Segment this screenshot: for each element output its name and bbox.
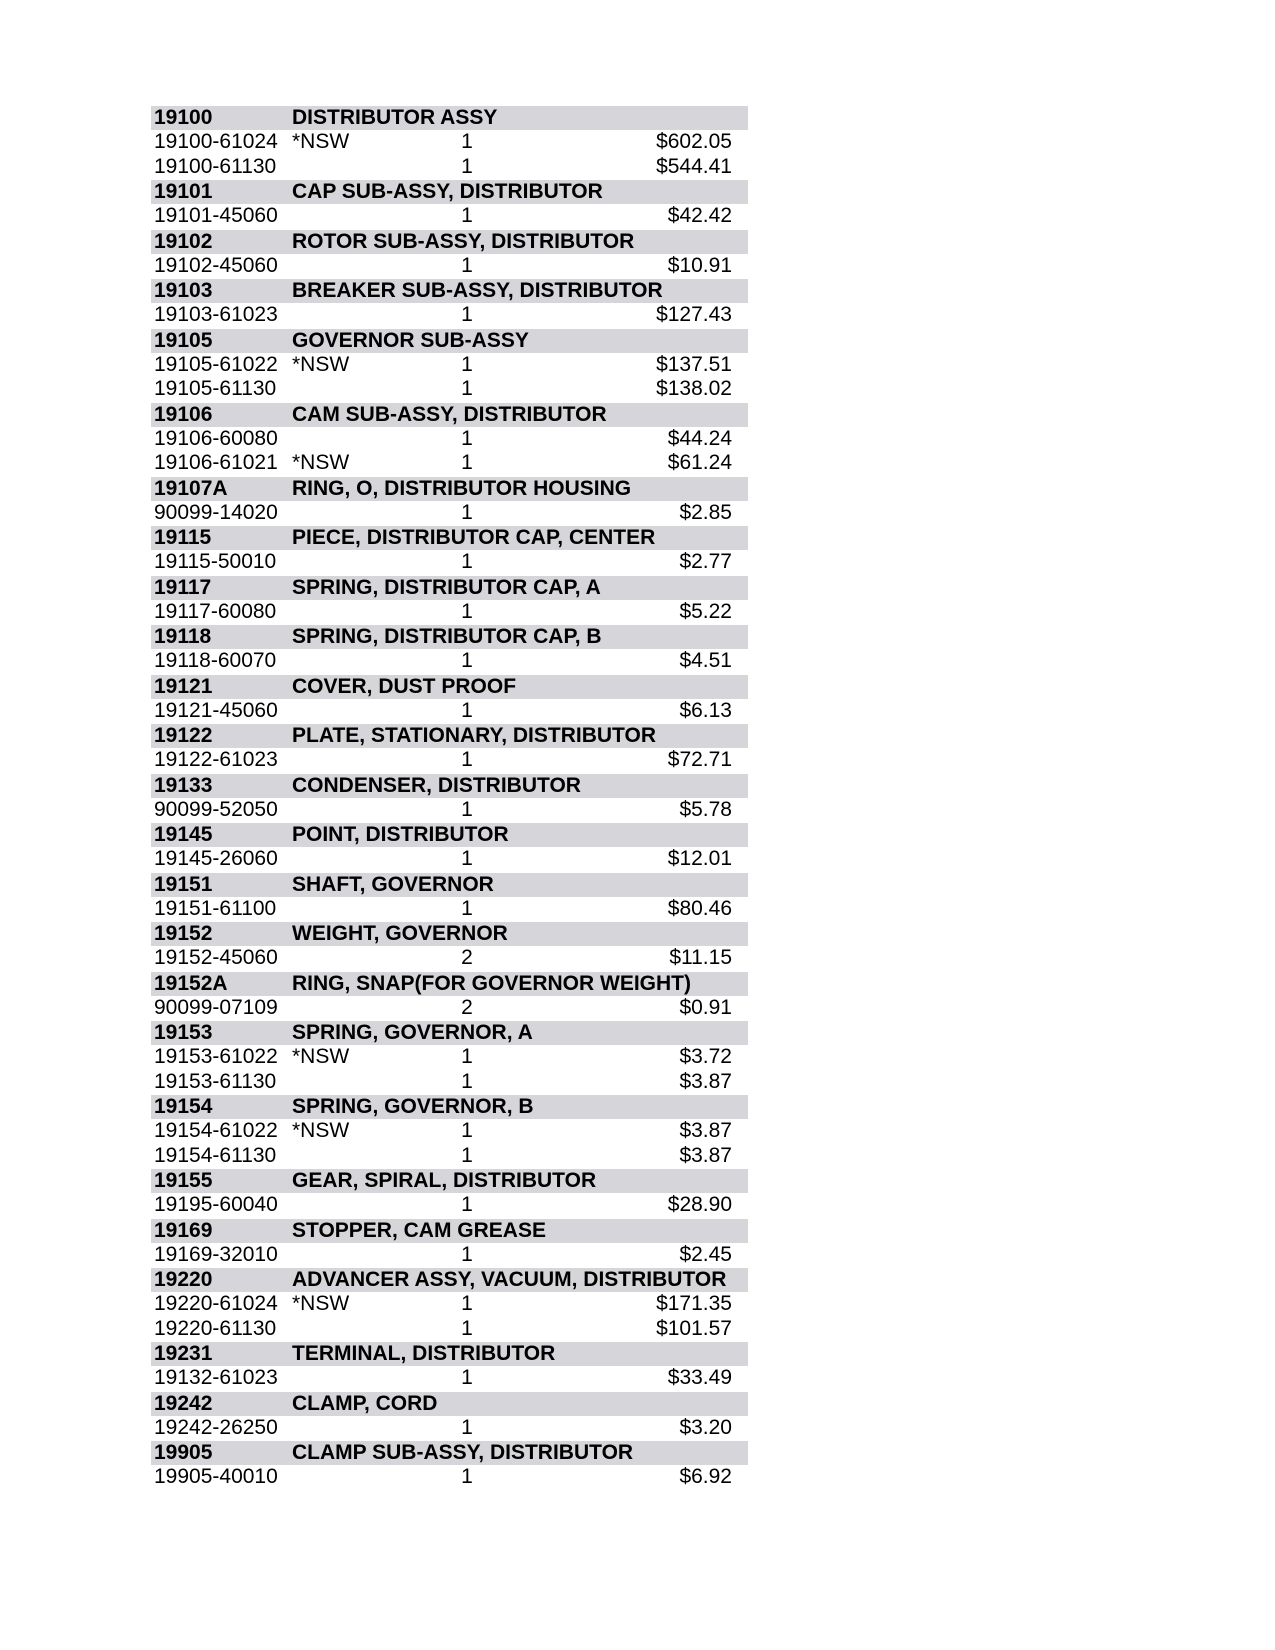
group-header xyxy=(151,625,748,649)
part-quantity: 1 xyxy=(461,1415,473,1439)
part-price: $171.35 xyxy=(656,1292,732,1316)
part-row xyxy=(151,600,748,625)
part-number: 19101-45060 xyxy=(154,204,278,228)
part-row xyxy=(151,1243,748,1268)
part-price: $44.24 xyxy=(667,426,732,450)
group-header xyxy=(151,526,748,550)
part-row xyxy=(151,946,748,971)
part-price: $72.71 xyxy=(667,748,732,772)
part-price: $101.57 xyxy=(656,1316,732,1340)
part-quantity: 1 xyxy=(461,451,473,475)
part-quantity: 1 xyxy=(461,377,473,401)
group-description: RING, SNAP(FOR GOVERNOR WEIGHT) xyxy=(292,971,691,995)
part-price: $3.87 xyxy=(679,1143,732,1167)
part-quantity: 1 xyxy=(461,1193,473,1217)
part-quantity: 1 xyxy=(461,352,473,376)
part-row xyxy=(151,699,748,724)
part-number: 19115-50010 xyxy=(154,550,277,574)
part-row xyxy=(151,427,748,452)
part-price: $3.72 xyxy=(679,1045,732,1069)
part-price: $2.45 xyxy=(679,1242,732,1266)
part-number: 19106-61021 xyxy=(154,451,278,475)
part-number: 19122-61023 xyxy=(154,748,278,772)
group-part-number: 19101 xyxy=(154,180,213,203)
group-part-number: 19122 xyxy=(154,724,213,747)
group-header xyxy=(151,972,748,996)
part-row xyxy=(151,254,748,279)
part-row xyxy=(151,377,748,402)
part-number: 19169-32010 xyxy=(154,1242,278,1266)
part-row xyxy=(151,1292,748,1317)
part-row xyxy=(151,1317,748,1342)
part-row xyxy=(151,1366,748,1391)
group-part-number: 19133 xyxy=(154,773,213,797)
part-row xyxy=(151,155,748,180)
group-header xyxy=(151,230,748,254)
part-number: 19220-61130 xyxy=(154,1316,277,1340)
part-price: $3.87 xyxy=(679,1069,732,1093)
part-price: $10.91 xyxy=(667,253,732,277)
part-quantity: 1 xyxy=(461,847,473,871)
group-description: SPRING, DISTRIBUTOR CAP, B xyxy=(292,625,602,648)
group-header xyxy=(151,724,748,748)
part-note: *NSW xyxy=(292,130,350,154)
group-description: BREAKER SUB-ASSY, DISTRIBUTOR xyxy=(292,279,663,302)
group-header xyxy=(151,1392,748,1416)
group-description: TERMINAL, DISTRIBUTOR xyxy=(292,1342,556,1365)
group-part-number: 19103 xyxy=(154,279,213,302)
part-number: 19153-61130 xyxy=(154,1069,277,1093)
part-quantity: 1 xyxy=(461,649,473,673)
group-header xyxy=(151,1169,748,1193)
part-quantity: 1 xyxy=(461,130,473,154)
part-price: $0.91 xyxy=(679,995,732,1019)
part-quantity: 1 xyxy=(461,797,473,821)
group-description: PIECE, DISTRIBUTOR CAP, CENTER xyxy=(292,526,656,549)
group-part-number: 19242 xyxy=(154,1391,213,1415)
part-row xyxy=(151,996,748,1021)
group-description: GOVERNOR SUB-ASSY xyxy=(292,328,529,352)
group-header xyxy=(151,823,748,847)
group-part-number: 19152A xyxy=(154,971,228,995)
group-description: COVER, DUST PROOF xyxy=(292,674,517,698)
part-quantity: 2 xyxy=(461,995,473,1019)
group-description: CAM SUB-ASSY, DISTRIBUTOR xyxy=(292,402,607,426)
part-quantity: 1 xyxy=(461,253,473,277)
part-quantity: 1 xyxy=(461,154,473,178)
group-part-number: 19118 xyxy=(154,625,212,648)
part-quantity: 1 xyxy=(461,1316,473,1340)
group-header xyxy=(151,403,748,427)
group-header xyxy=(151,1268,748,1292)
part-quantity: 1 xyxy=(461,1465,473,1489)
part-quantity: 1 xyxy=(461,1366,473,1390)
part-price: $5.22 xyxy=(679,599,732,623)
part-price: $42.42 xyxy=(667,204,732,228)
part-row xyxy=(151,1465,748,1490)
group-part-number: 19100 xyxy=(154,106,213,129)
part-number: 19118-60070 xyxy=(154,649,277,673)
group-part-number: 19145 xyxy=(154,823,213,846)
part-number: 19105-61130 xyxy=(154,377,277,401)
part-price: $5.78 xyxy=(679,797,732,821)
part-quantity: 1 xyxy=(461,1045,473,1069)
part-quantity: 1 xyxy=(461,500,473,524)
group-part-number: 19107A xyxy=(154,476,228,500)
part-number: 90099-52050 xyxy=(154,797,278,821)
part-number: 19105-61022 xyxy=(154,352,278,376)
part-row xyxy=(151,1070,748,1095)
part-quantity: 1 xyxy=(461,698,473,722)
part-row xyxy=(151,649,748,674)
part-row xyxy=(151,1045,748,1070)
part-price: $6.92 xyxy=(679,1465,732,1489)
group-header xyxy=(151,477,748,501)
group-header xyxy=(151,1219,748,1243)
part-quantity: 1 xyxy=(461,1069,473,1093)
part-price: $11.15 xyxy=(669,946,732,970)
part-price: $137.51 xyxy=(656,352,732,376)
group-header xyxy=(151,774,748,798)
part-price: $544.41 xyxy=(656,154,732,178)
part-row xyxy=(151,1416,748,1441)
part-quantity: 1 xyxy=(461,896,473,920)
group-header xyxy=(151,1095,748,1119)
part-row xyxy=(151,1144,748,1169)
part-row xyxy=(151,798,748,823)
group-part-number: 19154 xyxy=(154,1095,213,1118)
part-price: $138.02 xyxy=(656,377,732,401)
part-note: *NSW xyxy=(292,1045,350,1069)
part-row xyxy=(151,748,748,773)
group-description: PLATE, STATIONARY, DISTRIBUTOR xyxy=(292,724,657,747)
part-price: $127.43 xyxy=(656,303,732,327)
part-number: 19103-61023 xyxy=(154,303,278,327)
part-row xyxy=(151,451,748,476)
group-description: WEIGHT, GOVERNOR xyxy=(292,922,508,945)
part-price: $61.24 xyxy=(667,451,732,475)
part-row xyxy=(151,501,748,526)
part-price: $33.49 xyxy=(667,1366,732,1390)
group-part-number: 19152 xyxy=(154,922,213,945)
group-part-number: 19102 xyxy=(154,229,213,253)
part-quantity: 1 xyxy=(461,748,473,772)
group-header xyxy=(151,1441,748,1465)
group-part-number: 19231 xyxy=(154,1342,213,1365)
part-number: 19220-61024 xyxy=(154,1292,278,1316)
group-part-number: 19153 xyxy=(154,1021,213,1044)
part-number: 90099-14020 xyxy=(154,500,278,524)
part-row xyxy=(151,130,748,155)
part-note: *NSW xyxy=(292,451,350,475)
part-number: 19145-26060 xyxy=(154,847,278,871)
group-description: SPRING, DISTRIBUTOR CAP, A xyxy=(292,575,601,599)
part-number: 19905-40010 xyxy=(154,1465,278,1489)
group-part-number: 19121 xyxy=(154,674,213,698)
part-number: 90099-07109 xyxy=(154,995,278,1019)
group-description: CLAMP SUB-ASSY, DISTRIBUTOR xyxy=(292,1441,634,1464)
part-quantity: 1 xyxy=(461,1143,473,1167)
group-part-number: 19169 xyxy=(154,1218,213,1242)
part-price: $80.46 xyxy=(667,896,732,920)
group-description: CLAMP, CORD xyxy=(292,1391,438,1415)
part-row xyxy=(151,1119,748,1144)
part-note: *NSW xyxy=(292,352,350,376)
part-price: $28.90 xyxy=(667,1193,732,1217)
group-description: SPRING, GOVERNOR, A xyxy=(292,1021,533,1044)
group-header xyxy=(151,1021,748,1045)
part-number: 19242-26250 xyxy=(154,1415,278,1439)
parts-list xyxy=(151,105,748,1490)
part-quantity: 1 xyxy=(461,599,473,623)
group-part-number: 19105 xyxy=(154,328,213,352)
group-part-number: 19117 xyxy=(154,575,212,599)
part-row xyxy=(151,204,748,229)
group-header xyxy=(151,180,748,204)
group-description: SHAFT, GOVERNOR xyxy=(292,872,494,896)
group-description: GEAR, SPIRAL, DISTRIBUTOR xyxy=(292,1169,597,1192)
part-row xyxy=(151,897,748,922)
group-header xyxy=(151,1342,748,1366)
group-header xyxy=(151,675,748,699)
part-price: $2.77 xyxy=(679,550,732,574)
part-number: 19151-61100 xyxy=(154,896,277,920)
group-part-number: 19151 xyxy=(154,872,213,896)
group-description: RING, O, DISTRIBUTOR HOUSING xyxy=(292,476,632,500)
group-header xyxy=(151,873,748,897)
part-quantity: 1 xyxy=(461,550,473,574)
part-number: 19100-61130 xyxy=(154,154,277,178)
part-note: *NSW xyxy=(292,1119,350,1143)
group-header xyxy=(151,106,748,130)
part-price: $3.20 xyxy=(679,1415,732,1439)
group-description: STOPPER, CAM GREASE xyxy=(292,1218,546,1242)
part-row xyxy=(151,550,748,575)
part-number: 19132-61023 xyxy=(154,1366,278,1390)
part-number: 19106-60080 xyxy=(154,426,278,450)
group-description: ROTOR SUB-ASSY, DISTRIBUTOR xyxy=(292,229,635,253)
part-quantity: 1 xyxy=(461,303,473,327)
part-quantity: 1 xyxy=(461,204,473,228)
group-description: POINT, DISTRIBUTOR xyxy=(292,823,509,846)
part-row xyxy=(151,847,748,872)
group-description: ADVANCER ASSY, VACUUM, DISTRIBUTOR xyxy=(292,1268,727,1291)
group-header xyxy=(151,576,748,600)
part-price: $602.05 xyxy=(656,130,732,154)
part-price: $12.01 xyxy=(667,847,732,871)
part-row xyxy=(151,1193,748,1218)
part-number: 19117-60080 xyxy=(154,599,277,623)
part-price: $4.51 xyxy=(679,649,732,673)
part-price: $2.85 xyxy=(679,500,732,524)
part-quantity: 2 xyxy=(461,946,473,970)
part-number: 19152-45060 xyxy=(154,946,278,970)
group-header xyxy=(151,279,748,303)
group-part-number: 19155 xyxy=(154,1169,213,1192)
part-number: 19154-61022 xyxy=(154,1119,278,1143)
group-header xyxy=(151,329,748,353)
part-quantity: 1 xyxy=(461,1292,473,1316)
group-part-number: 19220 xyxy=(154,1268,213,1291)
part-number: 19195-60040 xyxy=(154,1193,278,1217)
part-price: $6.13 xyxy=(679,698,732,722)
group-description: CONDENSER, DISTRIBUTOR xyxy=(292,773,581,797)
part-number: 19154-61130 xyxy=(154,1143,277,1167)
group-part-number: 19115 xyxy=(154,526,212,549)
part-row xyxy=(151,303,748,328)
part-quantity: 1 xyxy=(461,1119,473,1143)
group-part-number: 19106 xyxy=(154,402,213,426)
group-description: CAP SUB-ASSY, DISTRIBUTOR xyxy=(292,180,603,203)
part-row xyxy=(151,353,748,378)
part-quantity: 1 xyxy=(461,1242,473,1266)
part-note: *NSW xyxy=(292,1292,350,1316)
group-description: DISTRIBUTOR ASSY xyxy=(292,106,498,129)
part-number: 19153-61022 xyxy=(154,1045,278,1069)
group-part-number: 19905 xyxy=(154,1441,213,1464)
part-number: 19102-45060 xyxy=(154,253,278,277)
part-number: 19121-45060 xyxy=(154,698,278,722)
part-number: 19100-61024 xyxy=(154,130,278,154)
part-price: $3.87 xyxy=(679,1119,732,1143)
group-description: SPRING, GOVERNOR, B xyxy=(292,1095,534,1118)
part-quantity: 1 xyxy=(461,426,473,450)
group-header xyxy=(151,922,748,946)
